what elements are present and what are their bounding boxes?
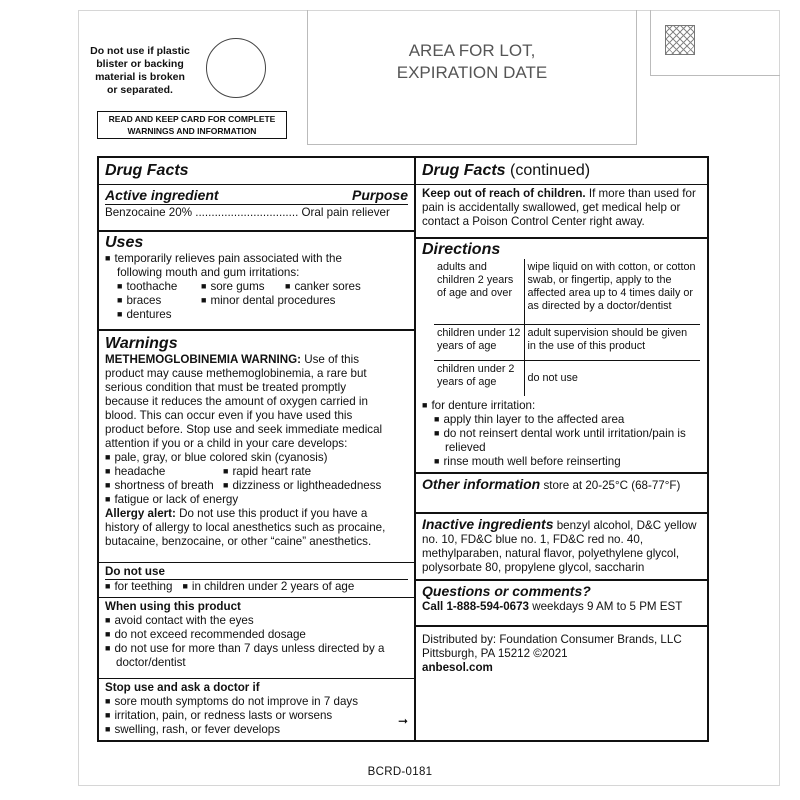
drug-facts-continued-header [416,162,707,180]
when-using-heading: When using this product [105,600,241,613]
directions-table [434,259,700,396]
active-ingredient-heading: Active ingredient [105,187,219,203]
blister-warning: Do not use if plastic blister or backing material is broken or separated. [90,45,190,96]
warnings-section [99,329,414,549]
direction-cell: do not use [524,360,700,396]
lot-line-2: EXPIRATION DATE [396,63,548,82]
do-not-use-item: ■ in children under 2 years of age [182,580,354,594]
direction-cell: wipe liquid on with cotton, or cotton swab, or fingertip, apply to the affected area up to 4 times daily or as directed by a doctor/dentist [527,261,696,312]
drug-facts-right-column [416,158,707,740]
age-cell: children under 12 years of age [434,324,524,360]
phone-hours: weekdays 9 AM to 5 PM EST [529,600,683,613]
direction-cell: adult supervision should be given in the use of this product [524,324,700,360]
distributor-line: Distributed by: Foundation Consumer Brands, LLC [422,633,682,646]
do-not-use-item: ■ for teething [105,580,172,594]
active-ingredient-line: Benzocaine 20% ................................ Oral pain reliever [105,204,408,220]
lot-expiration-area [307,10,637,145]
when-using-item: ■ do not use for more than 7 days unless directed by a doctor/dentist [105,642,408,670]
allergy-text: butacaine, benzocaine, or other “caine” anesthetics. [105,535,372,548]
stop-use-item: ■ swelling, rash, or fever develops [105,723,408,737]
directions-section [416,237,707,469]
questions-section [416,579,707,614]
continued-label: (continued) [505,162,591,179]
warnings-heading: Warnings [105,335,178,352]
table-row [434,259,700,324]
drug-facts-header [99,162,414,180]
meth-text: blood. This can occur even if you have used this [105,409,353,422]
distributor-section [416,625,707,675]
blister-circle [206,38,266,98]
denture-item: ■ apply thin layer to the affected area [422,413,701,427]
use-item: ■ canker sores [285,280,405,294]
do-not-use-heading: Do not use [105,565,165,578]
crosshatch-icon [665,25,695,55]
symptom-item: ■ headache [105,465,223,479]
drug-facts-title: Drug Facts [105,162,189,179]
use-item: ■ toothache [117,280,193,294]
use-item: ■ dentures [117,308,172,321]
active-ingredient-section [99,184,414,220]
age-cell: adults and children 2 years of age and over [434,259,524,324]
use-item: ■ minor dental procedures [201,294,401,308]
inactive-ingredients-section [416,512,707,575]
when-using-item: ■ avoid contact with the eyes [105,614,408,628]
website-text: anbesol.com [422,661,493,674]
stop-use-item: ■ sore mouth symptoms do not improve in 7 days [105,695,408,709]
purpose-heading: Purpose [351,187,408,203]
continue-arrow-icon: ➞ [397,714,408,728]
table-row [434,360,700,396]
drug-facts-left-column [99,158,416,740]
denture-item: ■ rinse mouth well before reinserting [422,455,701,469]
product-code: BCRD-0181 [367,766,433,778]
allergy-text: Do not use this product if you have a [175,507,368,520]
symptom-item: ■ fatigue or lack of energy [105,493,408,507]
symptom-item: ■ dizziness or lightheadedness [223,479,393,493]
denture-heading: ■ for denture irritation: [422,399,701,413]
other-information-section [416,472,707,493]
stop-use-section [99,678,414,737]
read-keep-notice: READ AND KEEP CARD FOR COMPLETE WARNINGS AND INFORMATION [97,111,287,139]
other-information-heading: Other information [422,476,541,492]
lot-line-1: AREA FOR LOT, [408,41,536,60]
drug-facts-title: Drug Facts [422,162,506,179]
meth-text: because it reduces the amount of oxygen carried in [105,395,368,408]
when-using-item: ■ do not exceed recommended dosage [105,628,408,642]
uses-section [99,230,414,322]
methemoglobinemia-label: METHEMOGLOBINEMIA WARNING: [105,353,302,366]
symptom-item: ■ rapid heart rate [223,465,393,479]
when-using-section [99,597,414,670]
meth-text: product before. Stop use and seek immediate medical [105,423,383,436]
meth-text: attention if you or a child in your care develops: [105,437,348,450]
meth-text: product may cause methemoglobinemia, a rare but [105,367,367,380]
uses-line-1: ■ temporarily relieves pain associated with the [105,252,408,266]
symptom-item: ■ pale, gray, or blue colored skin (cyanosis) [105,451,408,465]
use-item: ■ sore gums [201,280,277,294]
distributor-address: Pittsburgh, PA 15212 ©2021 [422,647,568,660]
meth-text: serious condition that must be treated promptly [105,381,347,394]
phone-number: Call 1-888-594-0673 [422,600,529,613]
allergy-text: history of allergy to local anesthetics such as procaine, [105,521,386,534]
uses-heading: Uses [105,234,144,251]
keep-out-text: If more than used for pain is accidentally swallowed, get medical help or contact a Poison Control Center right away. [422,187,696,228]
directions-heading: Directions [422,241,501,258]
meth-text: Use of this [301,353,360,366]
stop-use-item: ■ irritation, pain, or redness lasts or worsens [105,709,408,723]
denture-item: ■ do not reinsert dental work until irritation/pain is relieved [434,427,701,455]
use-item: ■ braces [117,294,193,308]
inactive-ingredients-heading: Inactive ingredients [422,516,554,532]
symptom-item: ■ shortness of breath [105,479,223,493]
do-not-use-section [99,562,414,594]
table-row [434,324,700,360]
inactive-ingredients-text: benzyl alcohol, D&C yellow no. 10, FD&C blue no. 1, FD&C red no. 40, methylparaben, natural flavor, polyethylene glycol, polysorbate 80, propylene glycol, saccharin [422,519,697,574]
uses-line-2: following mouth and gum irritations: [117,266,300,279]
questions-heading: Questions or comments? [422,583,591,599]
allergy-alert-label: Allergy alert: [105,507,176,520]
age-cell: children under 2 years of age [434,360,524,396]
stop-use-heading: Stop use and ask a doctor if [105,681,260,694]
other-information-text: store at 20-25°C (68-77°F) [540,479,681,492]
drug-facts-panel [97,156,709,742]
keep-out-section [416,184,707,229]
keep-out-label: Keep out of reach of children. [422,187,586,200]
